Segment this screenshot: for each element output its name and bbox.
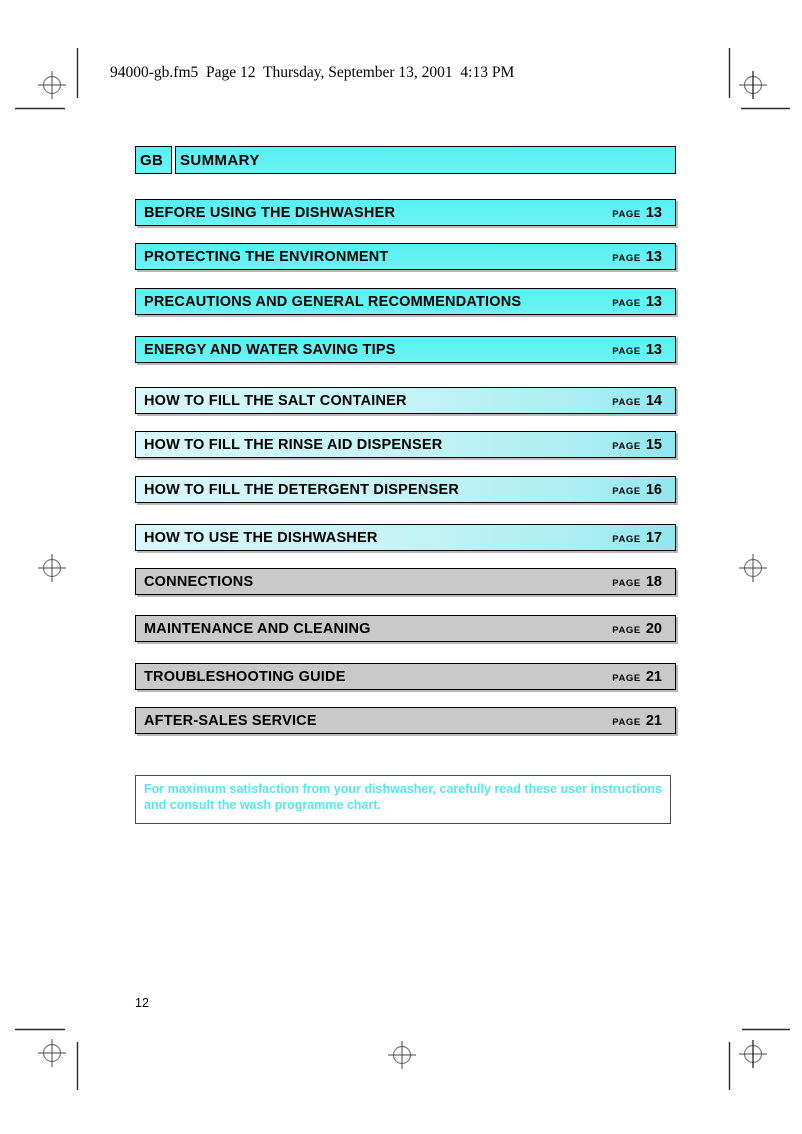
toc-row-pageref xyxy=(612,621,662,637)
toc-row-title: CONNECTIONS xyxy=(144,573,254,590)
toc-row xyxy=(135,524,676,551)
toc-row xyxy=(135,663,676,690)
toc-row xyxy=(135,707,676,734)
toc-row xyxy=(135,288,676,315)
note-box xyxy=(135,775,671,824)
toc-row xyxy=(135,336,676,363)
page-label: PAGE xyxy=(612,440,641,452)
crop-line-top-right xyxy=(730,48,791,109)
toc-row-pageref xyxy=(612,669,662,685)
toc-row xyxy=(135,431,676,458)
toc-row xyxy=(135,615,676,642)
page-label: PAGE xyxy=(612,624,641,636)
toc-row-pageref xyxy=(612,437,662,453)
page-number-value: 18 xyxy=(645,573,662,590)
crop-line-top-left xyxy=(15,48,78,109)
page-number-value: 13 xyxy=(645,293,662,310)
crop-line-bottom-right xyxy=(730,1030,791,1091)
toc-row xyxy=(135,243,676,270)
toc-row xyxy=(135,387,676,414)
registration-mark-bottom-right xyxy=(739,1040,767,1068)
crop-line-bottom-left xyxy=(15,1030,78,1091)
toc-row-pageref xyxy=(612,294,662,310)
toc-row-title: HOW TO FILL THE RINSE AID DISPENSER xyxy=(144,436,443,453)
registration-mark-top-right xyxy=(739,71,767,99)
toc-row xyxy=(135,199,676,226)
toc-row-pageref xyxy=(612,393,662,409)
registration-mark-middle-left xyxy=(38,554,66,582)
toc-row-title: HOW TO USE THE DISHWASHER xyxy=(144,529,378,546)
print-header-line: 94000-gb.fm5 Page 12 Thursday, September 13, 2001 4:13 PM xyxy=(110,64,515,81)
page-label: PAGE xyxy=(612,345,641,357)
toc-row-pageref xyxy=(612,205,662,221)
page-number-value: 13 xyxy=(645,341,662,358)
page-title-label: SUMMARY xyxy=(180,151,260,169)
registration-mark-bottom-left xyxy=(38,1039,66,1067)
registration-mark-bottom-center xyxy=(388,1041,416,1069)
toc-row-title: PROTECTING THE ENVIRONMENT xyxy=(144,248,389,265)
registration-mark-top-left xyxy=(38,71,66,99)
toc-row-pageref xyxy=(612,342,662,358)
page-number-value: 13 xyxy=(645,248,662,265)
toc-row-pageref xyxy=(612,574,662,590)
page-number-value: 17 xyxy=(645,529,662,546)
page-label: PAGE xyxy=(612,672,641,684)
registration-mark-middle-right xyxy=(739,554,767,582)
toc-row-title: BEFORE USING THE DISHWASHER xyxy=(144,204,396,221)
toc-row xyxy=(135,568,676,595)
toc-row-title: TROUBLESHOOTING GUIDE xyxy=(144,668,346,685)
toc-row-title: AFTER-SALES SERVICE xyxy=(144,712,317,729)
toc-row xyxy=(135,476,676,503)
page-label: PAGE xyxy=(612,485,641,497)
toc-row-title: ENERGY AND WATER SAVING TIPS xyxy=(144,341,396,358)
page-number-value: 14 xyxy=(645,392,662,409)
toc-row-pageref xyxy=(612,482,662,498)
language-badge xyxy=(135,146,172,174)
folio-page-number: 12 xyxy=(135,996,149,1010)
toc-row-pageref xyxy=(612,249,662,265)
page-number-value: 21 xyxy=(645,668,662,685)
toc-row-pageref xyxy=(612,713,662,729)
page-label: PAGE xyxy=(612,577,641,589)
page-label: PAGE xyxy=(612,297,641,309)
page-title xyxy=(175,146,676,174)
toc-row-pageref xyxy=(612,530,662,546)
page-number-value: 20 xyxy=(645,620,662,637)
note-text: For maximum satisfaction from your dishwasher, carefully read these user instructions and consult the wash programme chart. xyxy=(144,782,662,812)
page-label: PAGE xyxy=(612,396,641,408)
page-number-value: 15 xyxy=(645,436,662,453)
toc-row-title: HOW TO FILL THE DETERGENT DISPENSER xyxy=(144,481,460,498)
page-number-value: 16 xyxy=(645,481,662,498)
page-number-value: 21 xyxy=(645,712,662,729)
toc-row-title: PRECAUTIONS AND GENERAL RECOMMENDATIONS xyxy=(144,293,522,310)
page-label: PAGE xyxy=(612,208,641,220)
toc-row-title: MAINTENANCE AND CLEANING xyxy=(144,620,371,637)
page-label: PAGE xyxy=(612,252,641,264)
toc-row-title: HOW TO FILL THE SALT CONTAINER xyxy=(144,392,407,409)
language-badge-label: GB xyxy=(140,151,164,169)
page-number-value: 13 xyxy=(645,204,662,221)
page-label: PAGE xyxy=(612,716,641,728)
page-label: PAGE xyxy=(612,533,641,545)
